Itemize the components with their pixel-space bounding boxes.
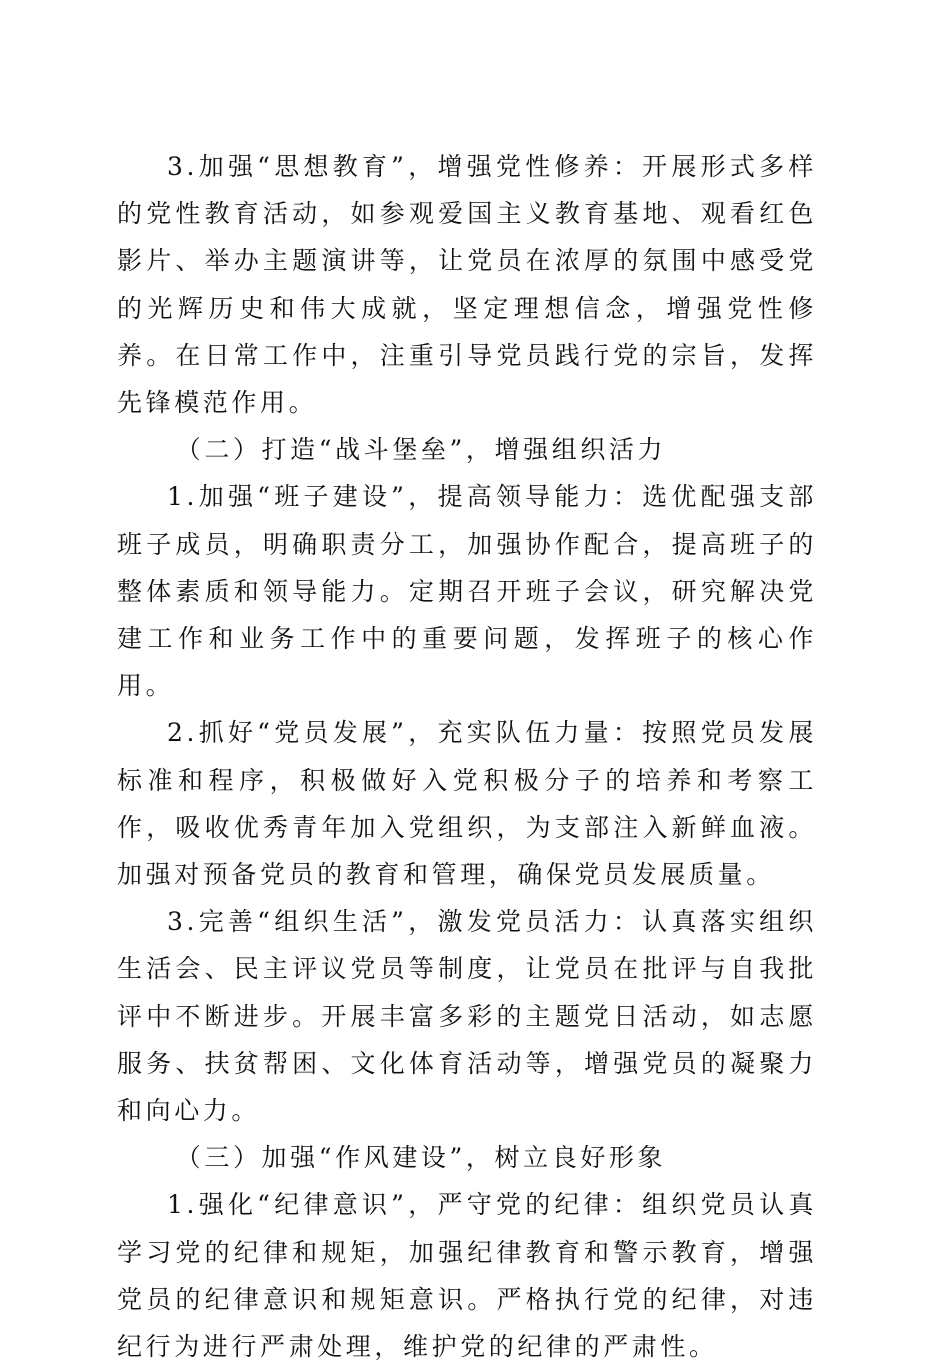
paragraph-party-spirit-education: 3.加强“思想教育”，增强党性修养：开展形式多样的党性教育活动，如参观爱国主义教育基地、观看红色影片、举办主题演讲等，让党员在浓厚的氛围中感受党的光辉历史和伟大成就，坚定理想信念，增强党性修养。在日常工作中，注重引导党员践行党的宗旨，发挥先锋模范作用。 xyxy=(117,152,817,418)
section-heading-2: （二）打造“战斗堡垒”，增强组织活力 xyxy=(175,435,667,465)
section-heading-3: （三）加强“作风建设”，树立良好形象 xyxy=(175,1143,667,1173)
paragraph-discipline-awareness: 1.强化“纪律意识”，严守党的纪律：组织党员认真学习党的纪律和规矩，加强纪律教育和警示教育，增强党员的纪律意识和规矩意识。严格执行党的纪律，对违纪行为进行严肃处理，维护党的纪律的严肃性。 xyxy=(117,1190,817,1362)
document-page xyxy=(117,143,817,1370)
paragraph-organizational-life: 3.完善“组织生活”，激发党员活力：认真落实组织生活会、民主评议党员等制度，让党员在批评与自我批评中不断进步。开展丰富多彩的主题党日活动，如志愿服务、扶贫帮困、文化体育活动等，增强党员的凝聚力和向心力。 xyxy=(117,907,817,1126)
paragraph-leadership-team: 1.加强“班子建设”，提高领导能力：选优配强支部班子成员，明确职责分工，加强协作配合，提高班子的整体素质和领导能力。定期召开班子会议，研究解决党建工作和业务工作中的重要问题，发挥班子的核心作用。 xyxy=(117,482,817,701)
paragraph-member-development: 2.抓好“党员发展”，充实队伍力量：按照党员发展标准和程序，积极做好入党积极分子的培养和考察工作，吸收优秀青年加入党组织，为支部注入新鲜血液。加强对预备党员的教育和管理，确保党员发展质量。 xyxy=(117,718,817,890)
